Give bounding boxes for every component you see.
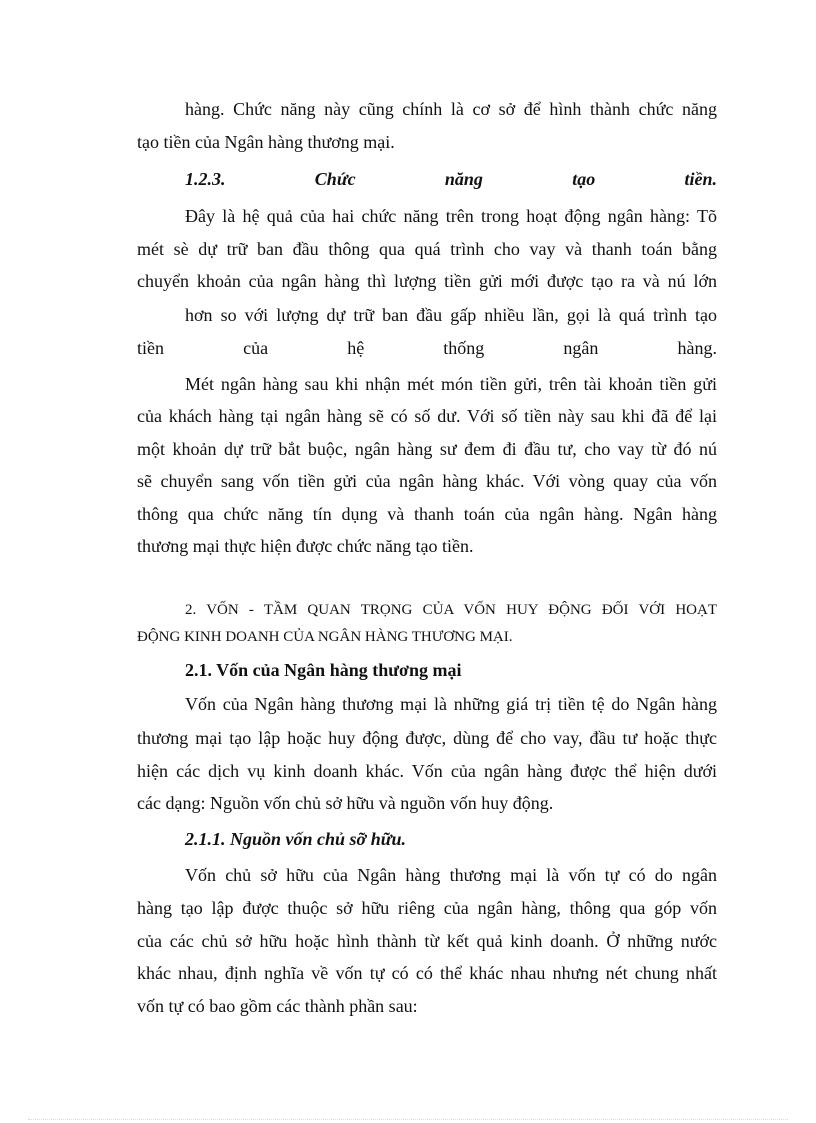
body-text-line: một khoản dự trữ bắt buộc, ngân hàng sư đem đi đầu tư, cho vay từ đó nú (137, 439, 717, 459)
section-heading-1-2-3 (185, 168, 717, 190)
body-text-line: các dạng: Nguồn vốn chủ sở hữu và nguồn vốn huy động. (137, 793, 554, 813)
body-text-line: khác nhau, định nghĩa về vốn tự có có thể khác nhau nhưng nét chung nhất (137, 963, 717, 983)
heading-number: 1.2.3. (185, 169, 226, 189)
heading-word: Chức (314, 169, 356, 189)
body-text-line: tiền của hệ thống ngân hàng. (137, 338, 717, 358)
body-text-line: hiện các dịch vụ kinh doanh khác. Vốn của ngân hàng được thể hiện dưới (137, 761, 717, 781)
section-heading-2-1-1: 2.1.1. Nguồn vốn chủ sỡ hữu. (185, 829, 407, 849)
chapter-title-line: 2. VỐN - TẦM QUAN TRỌNG CỦA VỐN HUY ĐỘNG ĐỐI VỚI HOẠT (185, 602, 717, 618)
body-text-line: thương mại tạo lập hoặc huy động được, dùng để cho vay, đầu tư hoặc thực (137, 728, 717, 748)
heading-word: tạo (572, 169, 596, 189)
body-text-line: Vốn chủ sở hữu của Ngân hàng thương mại là vốn tự có do ngân (185, 865, 717, 885)
body-text-line: của khách hàng tại ngân hàng sẽ có số dư. Với số tiền này sau khi đã để lại (137, 406, 717, 426)
body-text-line: hàng tạo lập được thuộc sở hữu riêng của ngân hàng, thông qua góp vốn (137, 898, 717, 918)
body-text-line: mét sè dự trữ ban đầu thông qua quá trình cho vay và thanh toán bằng (137, 239, 717, 259)
body-text-line: hàng. Chức năng này cũng chính là cơ sở để hình thành chức năng (185, 99, 717, 119)
body-text-line: thông qua chức năng tín dụng và thanh toán của ngân hàng. Ngân hàng (137, 504, 717, 524)
section-heading-2-1: 2.1. Vốn của Ngân hàng thương mại (185, 660, 462, 680)
body-text-line: hơn so với lượng dự trữ ban đầu gấp nhiều lần, gọi là quá trình tạo (185, 305, 717, 325)
body-text-line: chuyển khoản của ngân hàng thì lượng tiền gửi mới được tạo ra và nú lớn (137, 271, 717, 291)
body-text-line: Đây là hệ quả của hai chức năng trên trong hoạt động ngân hàng: Tõ (185, 206, 717, 226)
body-text-line: Vốn của Ngân hàng thương mại là những giá trị tiền tệ do Ngân hàng (185, 694, 717, 714)
page-bottom-divider (28, 1119, 788, 1120)
body-text-line: vốn tự có bao gồm các thành phần sau: (137, 996, 418, 1016)
heading-word: năng (444, 169, 483, 189)
body-text-line: của các chủ sở hữu hoặc hình thành từ kết quả kinh doanh. Ở những nước (137, 931, 717, 951)
body-text-line: tạo tiền của Ngân hàng thương mại. (137, 132, 395, 152)
heading-word: tiền. (684, 169, 718, 189)
body-text-line: Mét ngân hàng sau khi nhận mét món tiền gửi, trên tài khoản tiền gửi (185, 374, 717, 394)
body-text-line: thương mại thực hiện được chức năng tạo tiền. (137, 536, 474, 556)
chapter-title-line: ĐỘNG KINH DOANH CỦA NGÂN HÀNG THƯƠNG MẠI. (137, 629, 513, 645)
body-text-line: sẽ chuyển sang vốn tiền gửi của ngân hàng khác. Với vòng quay của vốn (137, 471, 717, 491)
